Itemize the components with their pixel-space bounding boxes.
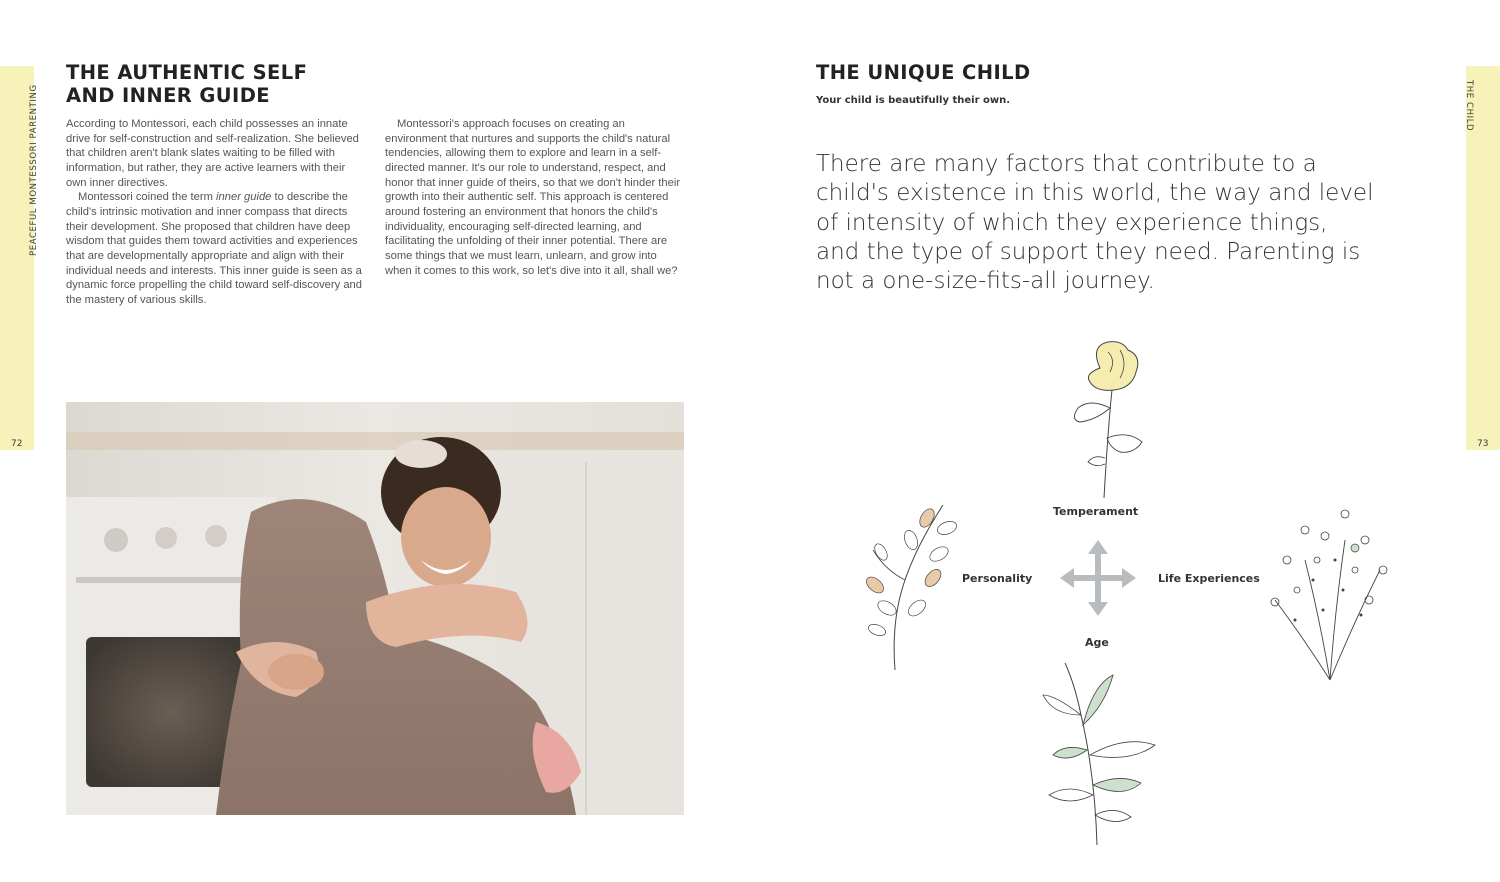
- left-running-head: PEACEFUL MONTESSORI PARENTING: [29, 84, 39, 256]
- left-page-number: 72: [11, 439, 23, 449]
- label-life-experiences: Life Experiences: [1158, 572, 1260, 585]
- paragraph-2-start: Montessori coined the term: [78, 191, 217, 204]
- rose-flower-icon: [1050, 338, 1160, 498]
- body-column-2: [385, 117, 685, 278]
- paragraph-2: [66, 190, 366, 307]
- inner-guide-term: inner guide: [216, 191, 272, 204]
- pull-quote: There are many factors that contribute to a child's existence in this world, the way and level of intensity of which they experience things, and the type of support they need. Parenting is not a one-size-fits-all journey.: [816, 151, 1374, 295]
- four-way-arrow-icon: [1060, 540, 1136, 616]
- green-leaf-branch-icon: [1035, 655, 1165, 850]
- photo-mother-hugging-child: [66, 402, 684, 815]
- right-page-subtitle: Your child is beautifully their own.: [816, 95, 1011, 106]
- left-title-line-1: THE AUTHENTIC SELF: [66, 61, 308, 84]
- leafy-branch-icon: [855, 490, 965, 675]
- wildflower-bunch-icon: [1265, 500, 1400, 685]
- paragraph-1: According to Montessori, each child possesses an innate drive for self-construction and self-realization. She believed that children aren't blank slates waiting to be filled with information, but rather, they are active learners with their own inner directives.: [66, 118, 359, 189]
- body-column-1: [66, 117, 366, 308]
- factors-diagram: [840, 330, 1420, 850]
- label-age: Age: [1085, 636, 1109, 649]
- right-page-title: THE UNIQUE CHILD: [816, 61, 1031, 84]
- paragraph-3: Montessori's approach focuses on creating an environment that nurtures and supports the child's natural tendencies, allowing them to explore and learn in a self-directed manner. It's our role to understand, respect, and honor that inner guide of theirs, so that we don't hinder their growth into their authentic self. This approach is centered around fostering an environment that honors the child's individuality, encouraging self-directed learning, and facilitating the unfolding of their inner potential. There are some things that we must learn, unlearn, and grow into when it comes to this work, so let's dive into it all, shall we?: [385, 118, 681, 277]
- left-title-line-2: AND INNER GUIDE: [66, 83, 271, 107]
- label-temperament: Temperament: [1053, 505, 1139, 518]
- left-page-title: [66, 62, 386, 107]
- right-running-head: THE CHILD: [1464, 80, 1474, 132]
- paragraph-2-end: to describe the child's intrinsic motivation and inner compass that directs their development. She proposed that children have deep wisdom that guides them toward activities and experiences that are developmentally appropriate and align with their individual needs and interests. This inner guide is seen as a dynamic force propelling the child toward self-discovery and the mastery of various skills.: [66, 191, 362, 306]
- right-page-number: 73: [1477, 439, 1489, 449]
- photo-illustration: [66, 402, 684, 815]
- label-personality: Personality: [962, 572, 1033, 585]
